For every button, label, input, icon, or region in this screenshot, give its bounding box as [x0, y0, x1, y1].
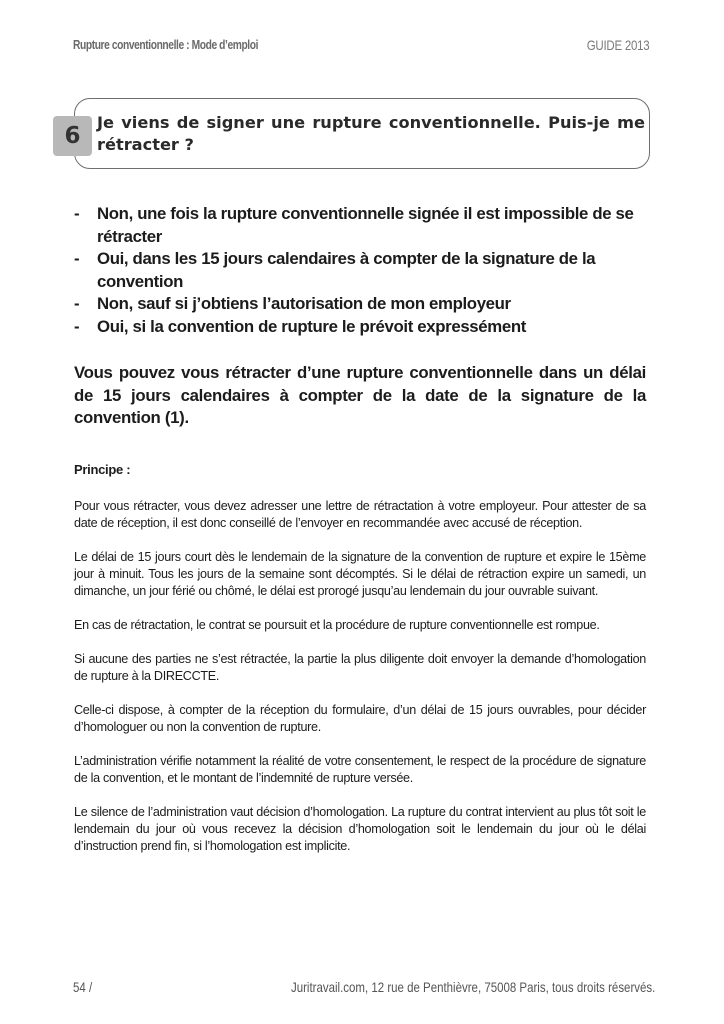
dash-marker: -: [74, 204, 80, 223]
question-text: Je viens de signer une rupture conventionnelle. Puis-je me rétracter ?: [97, 113, 645, 154]
running-header-guide: GUIDE 2013: [586, 37, 649, 53]
dash-marker: -: [74, 294, 80, 313]
answer-statement: Vous pouvez vous rétracter d’une rupture conventionnelle dans un délai de 15 jours calendaires à compter de la date de la signature de la convention (1).: [74, 363, 646, 427]
choice-text: Non, une fois la rupture conventionnelle signée il est impossible de se rétracter: [97, 204, 634, 246]
page-number: 54 /: [73, 979, 93, 995]
paragraph: Le délai de 15 jours court dès le lendemain de la signature de la convention de rupture et expire le 15ème jour à minuit. Tous les jours de la semaine sont décomptés. Si le délai de rétraction expire un samedi, un dimanche, un jour férié ou chômé, le délai est prorogé jusqu’au lendemain du jour ouvrable suivant.: [74, 550, 646, 598]
paragraph: En cas de rétractation, le contrat se poursuit et la procédure de rupture conventionnelle est rompue.: [74, 618, 600, 632]
running-header-title: Rupture conventionnelle : Mode d’emploi: [73, 38, 259, 52]
dash-marker: -: [74, 316, 80, 336]
paragraph: Pour vous rétracter, vous devez adresser une lettre de rétractation à votre employeur. Pour attester de sa date de réception, il est donc conseillé de l’envoyer en recommandée avec accusé de réception.: [74, 499, 646, 530]
choice-item: [74, 203, 654, 248]
question-number-badge: 6: [53, 116, 92, 156]
choice-item: [74, 293, 654, 316]
choice-text: Oui, si la convention de rupture le prévoit expressément: [97, 316, 526, 336]
answer-choices-list: [74, 203, 654, 338]
principe-heading: Principe :: [74, 462, 131, 477]
choice-item: [74, 248, 654, 293]
paragraph: L’administration vérifie notamment la réalité de votre consentement, le respect de la procédure de signature de la convention, et le montant de l’indemnité de rupture versée.: [74, 754, 646, 785]
paragraph: Le silence de l’administration vaut décision d’homologation. La rupture du contrat intervient au plus tôt soit le lendemain du jour où vous recevez la décision d’homologation soit le lendemain du jour où le délai d’instruction prend fin, si l’homologation est implicite.: [74, 805, 646, 853]
choice-item: [74, 316, 654, 339]
paragraph: Si aucune des parties ne s’est rétractée, la partie la plus diligente doit envoyer la demande d’homologation de rupture à la DIRECCTE.: [74, 652, 646, 683]
paragraph: Celle-ci dispose, à compter de la réception du formulaire, d’un délai de 15 jours ouvrables, pour décider d’homologuer ou non la convention de rupture.: [74, 703, 646, 734]
choice-text: Non, sauf si j’obtiens l’autorisation de mon employeur: [97, 294, 511, 313]
choice-text: Oui, dans les 15 jours calendaires à compter de la signature de la convention: [97, 249, 596, 291]
dash-marker: -: [74, 249, 80, 268]
body-text: [74, 498, 646, 872]
footer-copyright: Juritravail.com, 12 rue de Penthièvre, 75008 Paris, tous droits réservés.: [290, 979, 655, 995]
